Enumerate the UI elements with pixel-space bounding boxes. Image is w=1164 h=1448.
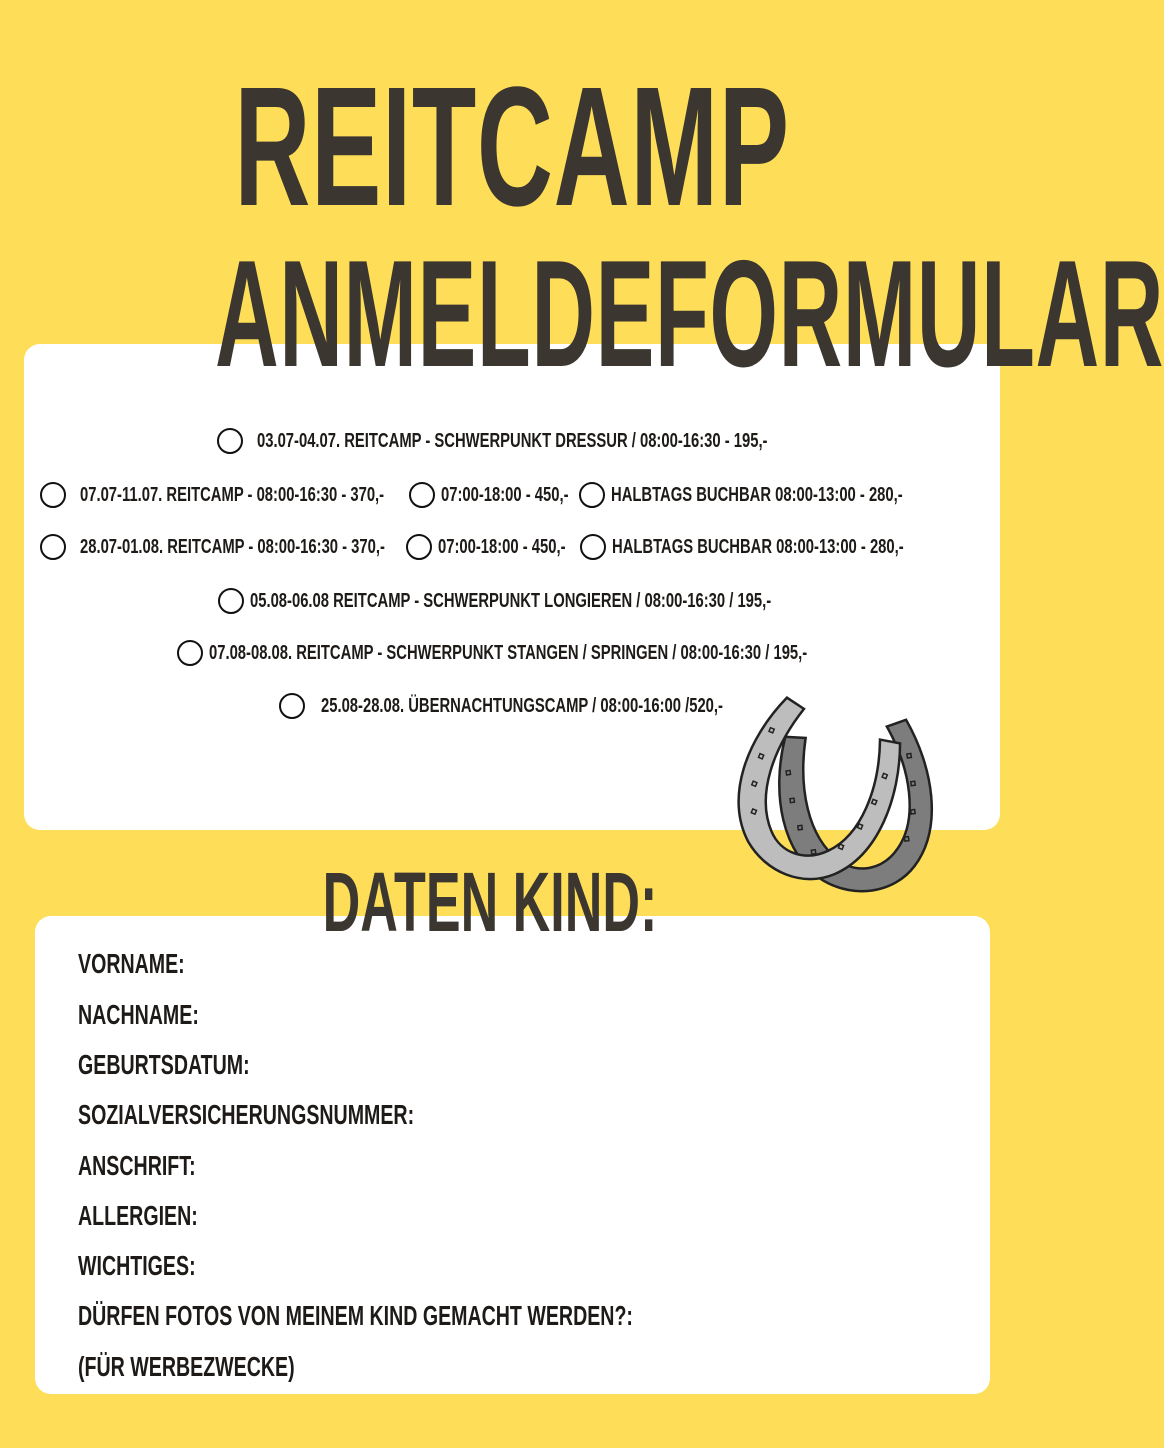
option-longieren[interactable] — [218, 588, 806, 614]
field-allergien: ALLERGIEN: — [78, 1200, 198, 1231]
option-row-1 — [24, 424, 1000, 458]
option-label: 05.08-06.08 REITCAMP - SCHWERPUNKT LONGIEREN / 08:00-16:30 / 195,- — [249, 589, 772, 612]
option-label: 03.07-04.07. REITCAMP - SCHWERPUNKT DRESSUR / 08:00-16:30 - 195,- — [257, 429, 768, 452]
radio-circle-icon[interactable] — [279, 693, 305, 719]
option-label: 28.07-01.08. REITCAMP - 08:00-16:30 - 370,- — [80, 535, 385, 558]
option-dressur[interactable] — [217, 428, 807, 454]
radio-circle-icon[interactable] — [177, 640, 203, 666]
field-wichtiges: WICHTIGES: — [78, 1250, 196, 1281]
radio-circle-icon[interactable] — [218, 588, 244, 614]
horseshoes-icon — [735, 690, 965, 890]
option-springen[interactable] — [177, 640, 847, 666]
option-label: 07.07-11.07. REITCAMP - 08:00-16:30 - 370,- — [80, 483, 385, 506]
title-line-1: REITCAMP — [234, 52, 790, 242]
option-label: HALBTAGS BUCHBAR 08:00-13:00 - 280,- — [612, 535, 905, 558]
field-anschrift: ANSCHRIFT: — [78, 1150, 196, 1181]
option-uebernachtung[interactable] — [279, 693, 744, 719]
section-title: DATEN KIND: — [322, 855, 658, 949]
field-fotos: DÜRFEN FOTOS VON MEINEM KIND GEMACHT WERDEN?: — [78, 1300, 633, 1331]
field-nachname: NACHNAME: — [78, 999, 199, 1030]
option-label: HALBTAGS BUCHBAR 08:00-13:00 - 280,- — [611, 483, 903, 506]
radio-circle-icon[interactable] — [40, 534, 66, 560]
option-row-5 — [24, 636, 1000, 670]
option-july-week-2-extended[interactable] — [406, 534, 572, 560]
option-label: 07.08-08.08. REITCAMP - SCHWERPUNKT STANGEN / SPRINGEN / 08:00-16:30 / 195,- — [208, 641, 808, 664]
option-july-week-1-halfday[interactable] — [579, 482, 925, 508]
radio-circle-icon[interactable] — [406, 534, 432, 560]
radio-circle-icon[interactable] — [580, 534, 606, 560]
field-sozialversicherungsnummer: SOZIALVERSICHERUNGSNUMMER: — [78, 1099, 415, 1130]
option-row-4 — [24, 584, 1000, 618]
option-july-week-2-full[interactable] — [40, 534, 398, 560]
option-july-week-1-extended[interactable] — [409, 482, 571, 508]
radio-circle-icon[interactable] — [579, 482, 605, 508]
option-row-2 — [24, 478, 1000, 512]
option-label: 07:00-18:00 - 450,- — [440, 483, 569, 506]
title-line-2: ANMELDEFORMULAR — [215, 229, 1164, 399]
radio-circle-icon[interactable] — [409, 482, 435, 508]
field-vorname: VORNAME: — [78, 948, 185, 979]
option-july-week-2-halfday[interactable] — [580, 534, 926, 560]
field-werbezwecke: (FÜR WERBEZWECKE) — [78, 1351, 295, 1382]
field-geburtsdatum: GEBURTSDATUM: — [78, 1049, 250, 1080]
radio-circle-icon[interactable] — [217, 428, 243, 454]
option-label: 07:00-18:00 - 450,- — [438, 535, 566, 558]
radio-circle-icon[interactable] — [40, 482, 66, 508]
option-july-week-1-full[interactable] — [40, 482, 401, 508]
option-row-3 — [24, 530, 1000, 564]
option-label: 25.08-28.08. ÜBERNACHTUNGSCAMP / 08:00-16:00 /520,- — [321, 694, 724, 717]
